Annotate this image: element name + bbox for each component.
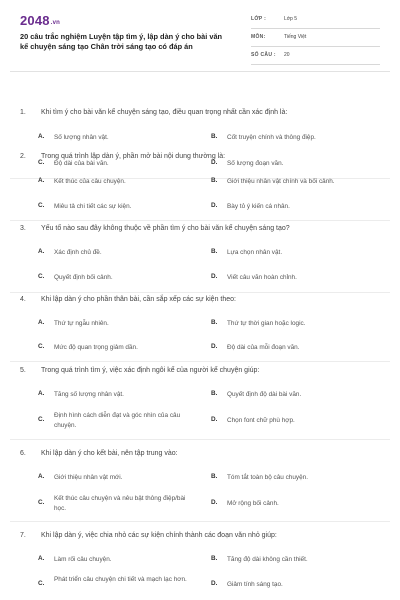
option-text: Quyết định độ dài bài văn. (227, 391, 302, 398)
option-letter: A. (38, 133, 45, 140)
question-text: Khi lập dàn ý cho kết bài, nên tập trung vào: (41, 450, 178, 457)
option-letter: C. (38, 580, 45, 587)
option-text: Kết thúc của câu chuyện. (54, 178, 126, 185)
question-number: 4. (20, 296, 26, 303)
question-separator (10, 361, 390, 362)
option-letter: C. (38, 499, 45, 506)
option-letter: C. (38, 273, 45, 280)
option-text: Kết thúc câu chuyện và nêu bật thông điệp/bài học. (54, 495, 186, 512)
question-text: Khi lập dàn ý cho phần thân bài, cần sắp xếp các sự kiện theo: (41, 296, 236, 303)
option-letter: D. (211, 202, 218, 209)
option-text: Mức độ quan trọng giảm dần. (54, 344, 138, 351)
option-letter: B. (211, 390, 218, 397)
question-text: Yếu tố nào sau đây không thuộc về phần tìm ý cho bài văn kể chuyện sáng tạo? (41, 225, 290, 232)
logo-main: 2048 (20, 13, 50, 28)
option-letter: B. (211, 319, 218, 326)
meta-row-count (251, 50, 380, 65)
question-separator (10, 521, 390, 522)
option-text: Xác định chủ đề. (54, 249, 102, 256)
question-text: Trong quá trình tìm ý, việc xác định ngôi kể của người kể chuyện giúp: (41, 367, 260, 374)
option-text: Miêu tả chi tiết các sự kiện. (54, 203, 132, 210)
option-letter: A. (38, 177, 45, 184)
site-logo[interactable] (20, 13, 60, 28)
question-number: 1. (20, 109, 26, 116)
question-text: Trong quá trình lập dàn ý, phần mở bài nội dung thường là: (41, 153, 226, 160)
option-letter: B. (211, 248, 218, 255)
option-text: Thứ tự thời gian hoặc logic. (227, 320, 306, 327)
question-separator (10, 220, 390, 221)
option-text: Bày tỏ ý kiến cá nhân. (227, 203, 290, 210)
option-letter: A. (38, 390, 45, 397)
option-letter: A. (38, 473, 45, 480)
option-text: Phát triển câu chuyện chi tiết và mạch lạc hơn. (54, 576, 187, 583)
option-letter: D. (211, 580, 218, 587)
option-letter: C. (38, 416, 45, 423)
option-text: Độ dài của mỗi đoạn văn. (227, 344, 300, 351)
meta-info (251, 14, 380, 68)
question-number: 5. (20, 367, 26, 374)
meta-value: Tiếng Việt (284, 34, 307, 40)
option-letter: A. (38, 555, 45, 562)
option-letter: D. (211, 159, 218, 166)
question-number: 2. (20, 153, 26, 160)
option-letter: B. (211, 133, 218, 140)
option-letter: D. (211, 273, 218, 280)
header (0, 0, 400, 62)
question-separator (10, 439, 390, 440)
option-letter: D. (211, 499, 218, 506)
option-text: Số lượng đoạn văn. (227, 160, 284, 167)
option-text: Cốt truyện chính và thông điệp. (227, 134, 316, 141)
option-letter: B. (211, 177, 218, 184)
option-letter: B. (211, 473, 218, 480)
option-letter: D. (211, 416, 218, 423)
document-title: 20 câu trắc nghiệm Luyện tập tìm ý, lập dàn ý cho bài văn kể chuyện sáng tạo Chân trời sáng tạo có đáp án (20, 32, 223, 51)
option-text: Tăng số lượng nhân vật. (54, 391, 124, 398)
option-text: Thứ tự ngẫu nhiên. (54, 320, 109, 327)
meta-value: 20 (284, 52, 290, 58)
question-number: 3. (20, 225, 26, 232)
option-text: Quyết định bối cảnh. (54, 274, 113, 281)
option-text: Giới thiệu nhân vật mới. (54, 474, 123, 481)
option-text: Tóm tắt toàn bộ câu chuyện. (227, 474, 308, 481)
question-text: Khi lập dàn ý, việc chia nhỏ các sự kiện chính thành các đoạn văn nhỏ giúp: (41, 532, 277, 539)
option-letter: C. (38, 343, 45, 350)
option-letter: A. (38, 248, 45, 255)
option-text: Lựa chọn nhân vật. (227, 249, 283, 256)
option-text: Viết câu văn hoàn chỉnh. (227, 274, 297, 281)
option-text: Giới thiệu nhân vật chính và bối cảnh. (227, 178, 335, 185)
meta-row-subject (251, 32, 380, 47)
option-text: Độ dài của bài văn. (54, 160, 109, 167)
question-number: 6. (20, 450, 26, 457)
question-text: Khi tìm ý cho bài văn kể chuyện sáng tạo, điều quan trọng nhất cần xác định là: (41, 109, 288, 116)
option-text: Mở rộng bối cảnh. (227, 500, 279, 507)
option-letter: C. (38, 159, 45, 166)
meta-label: LỚP : (251, 16, 267, 22)
question-number: 7. (20, 532, 26, 539)
option-letter: D. (211, 343, 218, 350)
meta-value: Lớp 5 (284, 16, 298, 22)
meta-label: SỐ CÂU : (251, 52, 276, 58)
meta-row-grade (251, 14, 380, 29)
option-letter: A. (38, 319, 45, 326)
option-text: Giảm tính sáng tạo. (227, 581, 283, 588)
option-text: Số lượng nhân vật. (54, 134, 109, 141)
option-letter: C. (38, 202, 45, 209)
logo-suffix: .vn (50, 20, 61, 26)
option-text: Chọn font chữ phù hợp. (227, 417, 295, 424)
question-separator (10, 292, 390, 293)
option-text: Định hình cách diễn đạt và góc nhìn của câu chuyện. (54, 412, 181, 429)
meta-label: MÔN: (251, 34, 266, 40)
header-divider (10, 71, 390, 72)
option-letter: B. (211, 555, 218, 562)
option-text: Tăng độ dài không cần thiết. (227, 556, 308, 563)
option-text: Làm rối câu chuyện. (54, 556, 112, 563)
